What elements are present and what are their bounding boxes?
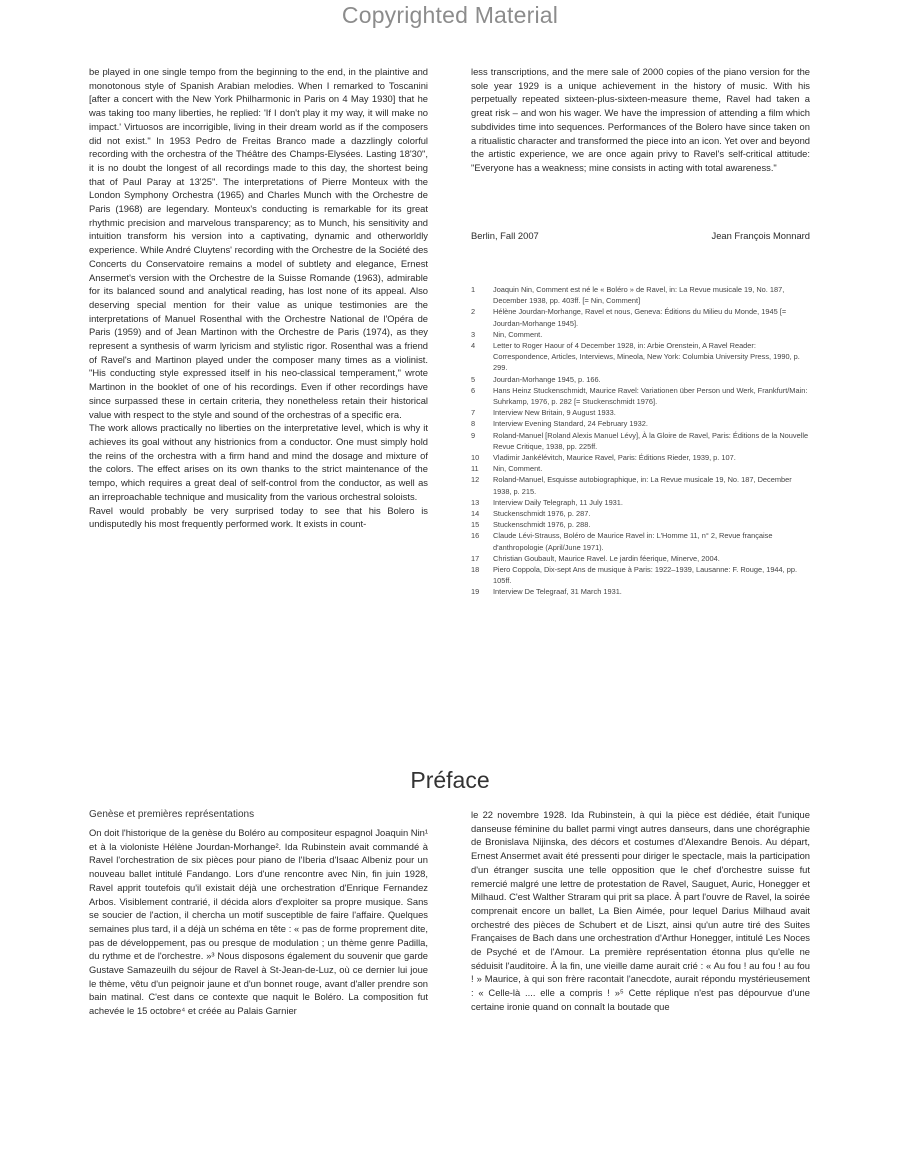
footnote-number: 19 xyxy=(471,587,480,597)
footnote-number: 12 xyxy=(471,475,480,485)
footnote-number: 15 xyxy=(471,520,480,530)
footnote-number: 11 xyxy=(471,464,479,474)
paragraph: le 22 novembre 1928. Ida Rubinstein, à qui la pièce est dédiée, était l'unique danseuse féminine du ballet parmi vingt autres danseurs, dans une chorégraphie de Bronislava Nijinska, des décors et costumes d'Alexandre Benois. Au départ, Ernest Ansermet avait été pressenti pour diriger le spectacle, mais la participation d'un étranger suscita une telle opposition que le chef d'orchestre suisse fut remercié malgré une lettre de protestation de Ravel, Sauguet, Auric, Honegger et Milhaud. C'est Walther Straram qui prit sa place. À part l'ouvre de Ravel, la soirée comprenait encore un ballet, La Bien Aimée, pour lequel Darius Milhaud avait orchestré des pièces de Schubert et de Liszt, ainsi qu'un autre tiré des Suites Françaises de Bach dans une orchestration d'Arthur Honegger, intitulé Les Noces de Psyché et de l'Amour. La première représentation étonna plus qu'elle ne séduisit l'auditoire. À la fin, une vieille dame aurait crié : « Au fou ! au fou ! au fou ! » Maurice, à qui son frère racontait l'anecdote, aurait répondu mystérieusement : « Celle-là .... elle a compris ! »⁵ Cette réplique n'est pas dépourvue d'une certaine ironie quand on connaît la boutade que xyxy=(471,809,810,1012)
footnote-number: 16 xyxy=(471,531,480,541)
footnote-number: 17 xyxy=(471,553,480,563)
footnote-number: 3 xyxy=(471,329,476,339)
footnote-item xyxy=(471,474,810,496)
preface-title: Préface xyxy=(410,767,490,793)
footnote-text: Letter to Roger Haour of 4 December 1928, in: Arbie Orenstein, A Ravel Reader: Correspondence, Articles, Interviews, Mineola, New York: Columbia University Press, 1990, p. 299. xyxy=(493,341,800,373)
footnote-item xyxy=(471,553,810,564)
footnote-number: 2 xyxy=(471,307,476,317)
footnote-text: Hans Heinz Stuckenschmidt, Maurice Ravel: Variationen über Person und Werk, Frankfurt/Main: Suhrkamp, 1976, p. 282 [= Stuckenschmidt 1976]. xyxy=(493,385,808,407)
english-text-right-column xyxy=(471,65,810,225)
paragraph: Ravel would probably be very surprised today to see that his Bolero is undisputedly his most frequently performed work. It exists in count- xyxy=(89,504,428,530)
footnote-item xyxy=(471,452,810,463)
footnote-item xyxy=(471,306,810,328)
paragraph: less transcriptions, and the mere sale of 2000 copies of the piano version for the sole year 1929 is a unique achievement in the history of music. With his perpetually repeated sixteen-plus-sixteen-measure theme, Ravel had taken a great risk – and won his wager. We have the impression of attending a film which subdivides time into sequences. Performances of the Bolero have since taken on a ritualistic character and transformed the piece into an icon. Yet over and beyond the artistic experience, we are once again privy to Ravel's self-critical attitude: "Everyone has a weakness; mine consists in acting with total awareness." xyxy=(471,66,810,173)
footnote-item xyxy=(471,374,810,385)
footnote-number: 6 xyxy=(471,385,476,395)
footnote-item xyxy=(471,329,810,340)
signature-line xyxy=(471,230,810,241)
footnote-item xyxy=(471,564,810,586)
footnote-text: Piero Coppola, Dix-sept Ans de musique à Paris: 1922–1939, Lausanne: F. Rouge, 1944, pp. 105ff. xyxy=(493,565,798,586)
footnote-text: Hélène Jourdan-Morhange, Ravel et nous, Geneva: Éditions du Milieu du Monde, 1945 [= Jourdan-Morhange 1945]. xyxy=(493,307,787,328)
footnote-item xyxy=(471,508,810,519)
footnote-number: 1 xyxy=(471,285,476,294)
paragraph: The work allows practically no liberties on the interpretative level, which is why it achieves its goal without any histrionics from a conductor. One must simply hold the reins of the orchestra with a firm hand and mind the dosage and mixture of the colors. The effect arises on its own thanks to the strict maintenance of the tempo, which requires a great deal of self-control from the conductor, as well as an irreproachable technique and musicality from the various orchestral soloists. xyxy=(89,422,428,502)
footnote-text: Interview New Britain, 9 August 1933. xyxy=(493,408,616,418)
footnote-item xyxy=(471,530,810,552)
footnote-text: Stuckenschmidt 1976, p. 288. xyxy=(493,520,591,530)
french-text-left-column xyxy=(89,826,428,1071)
footnote-number: 8 xyxy=(471,419,476,429)
copyright-watermark: Copyrighted Material xyxy=(341,2,559,28)
footnote-text: Stuckenschmidt 1976, p. 287. xyxy=(493,509,591,519)
footnote-text: Roland-Manuel [Roland Alexis Manuel Lévy], À la Gloire de Ravel, Paris: Éditions de la Nouvelle Revue Critique, 1938, pp. 225ff. xyxy=(493,430,809,451)
footnote-text: Nin, Comment. xyxy=(493,329,543,339)
footnote-number: 18 xyxy=(471,565,480,575)
footnote-text: Nin, Comment. xyxy=(493,464,543,474)
preface-subheading: Genèse et premières représentations xyxy=(89,809,255,820)
footnote-item xyxy=(471,284,810,306)
signature-place-date: Berlin, Fall 2007 xyxy=(471,230,539,241)
footnote-text: Claude Lévi-Strauss, Boléro de Maurice Ravel in: L'Homme 11, n° 2, Revue française d'anthropologie (April/June 1971). xyxy=(493,531,773,552)
footnote-item xyxy=(471,385,810,407)
footnote-text: Roland-Manuel, Esquisse autobiographique, in: La Revue musicale 19, No. 187, December 1938, p. 215. xyxy=(493,475,792,496)
footnote-item xyxy=(471,586,810,597)
english-text-left-column xyxy=(89,65,428,680)
footnote-number: 14 xyxy=(471,509,480,519)
footnote-text: Joaquin Nin, Comment est né le « Boléro » de Ravel, in: La Revue musicale 19, No. 187, December 1938, pp. 403ff. [= Nin, Comment] xyxy=(493,285,785,306)
footnote-text: Jourdan-Morhange 1945, p. 166. xyxy=(493,374,601,384)
footnote-item xyxy=(471,407,810,418)
paragraph: be played in one single tempo from the beginning to the end, in the plaintive and monotonous style of Spanish Arabian melodies. When I remarked to Toscanini [after a concert with the New York Philharmonic in Paris on 4 May 1930] that he was taking too many liberties, he replied: 'If I don't play it my way, it will make no impact.' Virtuosos are incorrigible, living in their dream world as if the composers did not exist." In 1953 Pedro de Freitas Branco made a dazzlingly colorful recording with the orchestra of the Théâtre des Champs-Elysées. Lasting 18'30", it is no doubt the longest of all recordings made to this day, the shortest being that of Paul Paray at 13'25". The interpretations of Pierre Monteux with the London Symphony Orchestra (1965) and Charles Munch with the Orchestre de Paris (1968) are legendary. Monteux's conducting is remarkable for its great rhythmic precision and marvelous transparency; as to Munch, his sensitivity and intuition transform his version into a captivating, dynamic and otherworldly experience. While André Cluytens' recording with the Orchestre de la Société des Concerts du Conservatoire remains a model of subtlety and elegance, Ernest Ansermet's version with the Orchestre de la Suisse Romande (1963), admirable for its balanced sound and analytical reading, has lost none of its appeal. Also deserving special mention for their value as unique testimonies are the interpretations of Manuel Rosenthal with the Orchestre National de l'Opéra de Paris (1959) and of Jean Martinon with the Orchestre de Paris (1974), as they represent a synthesis of warm lyricism and stylistic rigor. Rosenthal was a friend of Ravel's and Martinon played under the composer many times as a violinist. "His conducting style expressed itself in his neo-classical temperament," wrote Martinon in the booklet of one of his recordings. Even if other recordings have since surpassed these in certain criteria, they nonetheless retain their historical value with respect to the style and sound of the orchestras of a specific era. xyxy=(89,66,428,420)
footnote-number: 9 xyxy=(471,430,476,440)
footnote-number: 13 xyxy=(471,497,480,507)
footnote-text: Christian Goubault, Maurice Ravel. Le jardin féerique, Minerve, 2004. xyxy=(493,553,720,563)
footnote-item xyxy=(471,463,810,474)
footnote-number: 10 xyxy=(471,453,480,463)
signature-author: Jean François Monnard xyxy=(711,230,810,241)
footnote-number: 7 xyxy=(471,408,476,418)
footnote-item xyxy=(471,418,810,429)
footnote-number: 4 xyxy=(471,341,476,351)
footnote-number: 5 xyxy=(471,374,476,384)
footnote-text: Interview Daily Telegraph, 11 July 1931. xyxy=(493,497,623,507)
footnote-text: Interview Evening Standard, 24 February 1932. xyxy=(493,419,648,429)
footnotes-list xyxy=(471,284,810,679)
footnote-text: Interview De Telegraaf, 31 March 1931. xyxy=(493,587,622,597)
footnote-item xyxy=(471,519,810,530)
paragraph: On doit l'historique de la genèse du Boléro au compositeur espagnol Joaquin Nin¹ et à la violoniste Hélène Jourdan-Morhange². Ida Rubinstein avait commandé à Ravel l'orchestration de six pièces pour piano de l'Iberia d'Isaac Albeniz pour un nouveau ballet intitulé Fandango. Lors d'une rencontre avec Nin, fin juin 1928, Ravel apprit toutefois qu'il existait déjà une orchestration d'Enrique Fernandez Arbos. Visiblement contrarié, il décida alors d'exploiter sa propre musique. Sans se soucier de l'action, il chercha un motif susceptible de faire l'affaire. Quelques semaines plus tard, il a déjà un schéma en tête : « pas de forme proprement dite, pas de développement, pas ou presque de modulation ; un thème genre Padilla, du rythme et de l'orchestre. »³ Nous disposons également du souvenir que garde Gustave Samazeuilh du séjour de Ravel à St-Jean-de-Luz, où ce dernier lui joue le thème, vêtu d'un peignoir jaune et d'un bonnet rouge, avant d'aller prendre son bain matinal. C'est dans ce contexte que naquit le Boléro. La composition fut achevée le 15 octobre⁴ et créée au Palais Garnier xyxy=(89,827,428,1017)
footnote-text: Vladimir Jankélévitch, Maurice Ravel, Paris: Éditions Rieder, 1939, p. 107. xyxy=(493,453,736,463)
footnote-item xyxy=(471,340,810,374)
french-text-right-column xyxy=(471,808,810,1071)
footnote-item xyxy=(471,430,810,452)
footnote-item xyxy=(471,497,810,508)
